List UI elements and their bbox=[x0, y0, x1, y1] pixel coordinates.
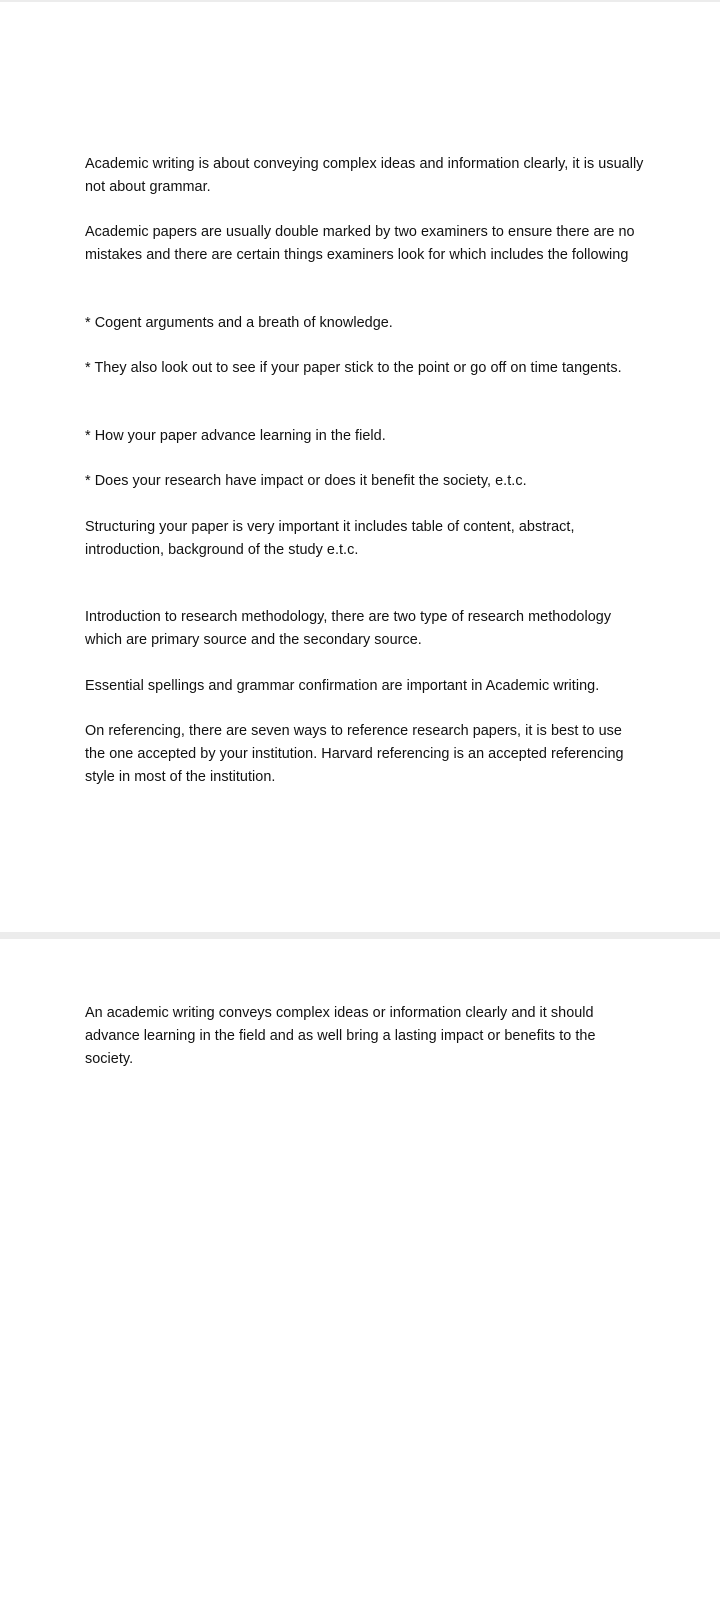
paragraph-referencing: On referencing, there are seven ways to reference research papers, it is best to use the one accepted by your institution. Harvard referencing is an accepted referencing style in most of the institution. bbox=[85, 723, 624, 785]
paragraph-summary: An academic writing conveys complex ideas or information clearly and it should advance learning in the field and as well bring a lasting impact or benefits to the society. bbox=[85, 1005, 596, 1067]
document-page-1 bbox=[0, 2, 720, 932]
paragraph-examiners: Academic papers are usually double marked by two examiners to ensure there are no mistakes and there are certain things examiners look for which includes the following bbox=[85, 224, 635, 263]
bullet-stick-to-point: * They also look out to see if your paper stick to the point or go off on time tangents. bbox=[85, 360, 622, 376]
bullet-research-impact: * Does your research have impact or does it benefit the society, e.t.c. bbox=[85, 473, 527, 489]
paragraph-structuring: Structuring your paper is very important it includes table of content, abstract, introduction, background of the study e.t.c. bbox=[85, 519, 575, 558]
paragraph-methodology: Introduction to research methodology, there are two type of research methodology which are primary source and the secondary source. bbox=[85, 609, 612, 648]
paragraph-intro: Academic writing is about conveying complex ideas and information clearly, it is usually not about grammar. bbox=[85, 156, 644, 195]
bullet-cogent-arguments: * Cogent arguments and a breath of knowledge. bbox=[85, 315, 393, 331]
page-separator bbox=[0, 932, 720, 939]
document-page-2 bbox=[0, 939, 720, 1600]
bullet-advance-learning: * How your paper advance learning in the field. bbox=[85, 428, 386, 444]
paragraph-spelling-grammar: Essential spellings and grammar confirmation are important in Academic writing. bbox=[85, 678, 600, 694]
